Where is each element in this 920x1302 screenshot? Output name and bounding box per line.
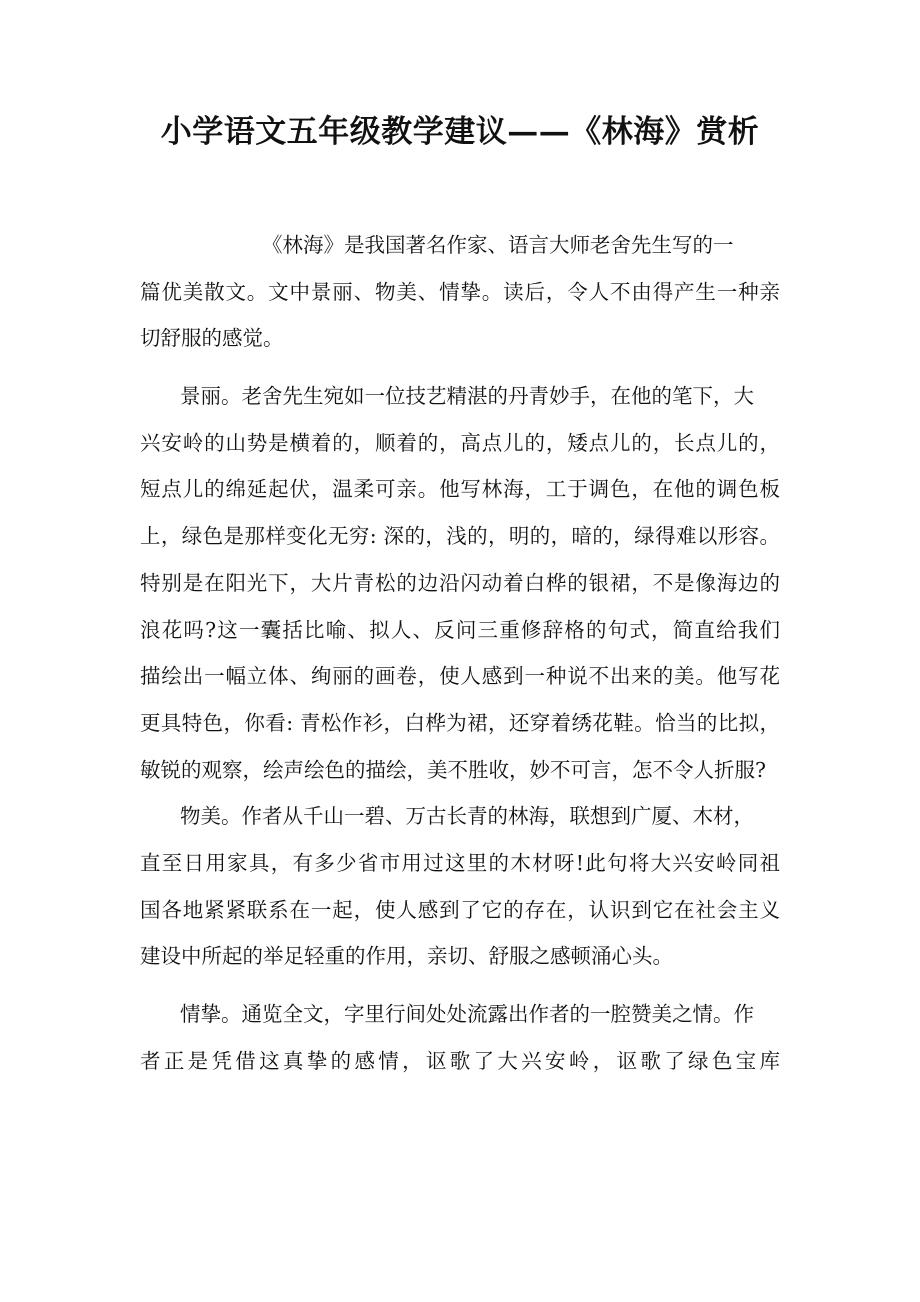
document-title: 小学语文五年级教学建议——《林海》赏析 [160,114,760,150]
document-body [140,222,780,1084]
text-line: 切舒服的感觉。 [140,326,284,351]
text-line: 上，绿色是那样变化无穷: 深的，浅的，明的，暗的，绿得难以形容。 [140,524,780,549]
text-line: 兴安岭的山势是横着的，顺着的，高点儿的，矮点儿的，长点儿的， [140,430,780,455]
text-line: 描绘出一幅立体、绚丽的画卷，使人感到一种说不出来的美。他写花 [140,664,780,689]
text-line: 更具特色，你看: 青松作衫，白桦为裙，还穿着绣花鞋。恰当的比拟， [140,710,780,735]
text-line: 浪花吗?这一囊括比喻、拟人、反问三重修辞格的句式，简直给我们 [140,617,780,642]
paragraph-emotion [140,991,780,1084]
text-line: 国各地紧紧联系在一起，使人感到了它的存在，认识到它在社会主义 [140,897,780,922]
text-line: 建设中所起的举足轻重的作用，亲切、舒服之感顿涌心头。 [140,944,673,969]
text-line: 《林海》是我国著名作家、语言大师老舍先生写的一 [262,233,734,257]
text-line: 特别是在阳光下，大片青松的边沿闪动着白桦的银裙，不是像海边的 [140,570,780,595]
text-line: 物美。作者从千山一碧、万古长青的林海，联想到广厦、木材， [180,804,754,829]
paragraph-scenery [140,373,780,793]
paragraph-intro [140,222,780,362]
text-line: 敏锐的观察，绘声绘色的描绘，美不胜收，妙不可言，怎不令人折服? [140,757,766,782]
text-line: 情挚。通览全文，字里行间处处流露出作者的一腔赞美之情。作 [180,1002,754,1026]
text-line: 景丽。老舍先生宛如一位技艺精湛的丹青妙手，在他的笔下，大 [180,384,754,409]
text-line: 篇优美散文。文中景丽、物美、情挚。读后，令人不由得产生一种亲 [140,279,780,304]
text-line: 者正是凭借这真挚的感情，讴歌了大兴安岭，讴歌了绿色宝库 [140,1048,780,1073]
text-line: 直至日用家具，有多少省市用过这里的木材呀!此句将大兴安岭同祖 [140,850,780,875]
paragraph-objects [140,793,780,980]
text-line: 短点儿的绵延起伏，温柔可亲。他写林海，工于调色，在他的调色板 [140,477,780,502]
